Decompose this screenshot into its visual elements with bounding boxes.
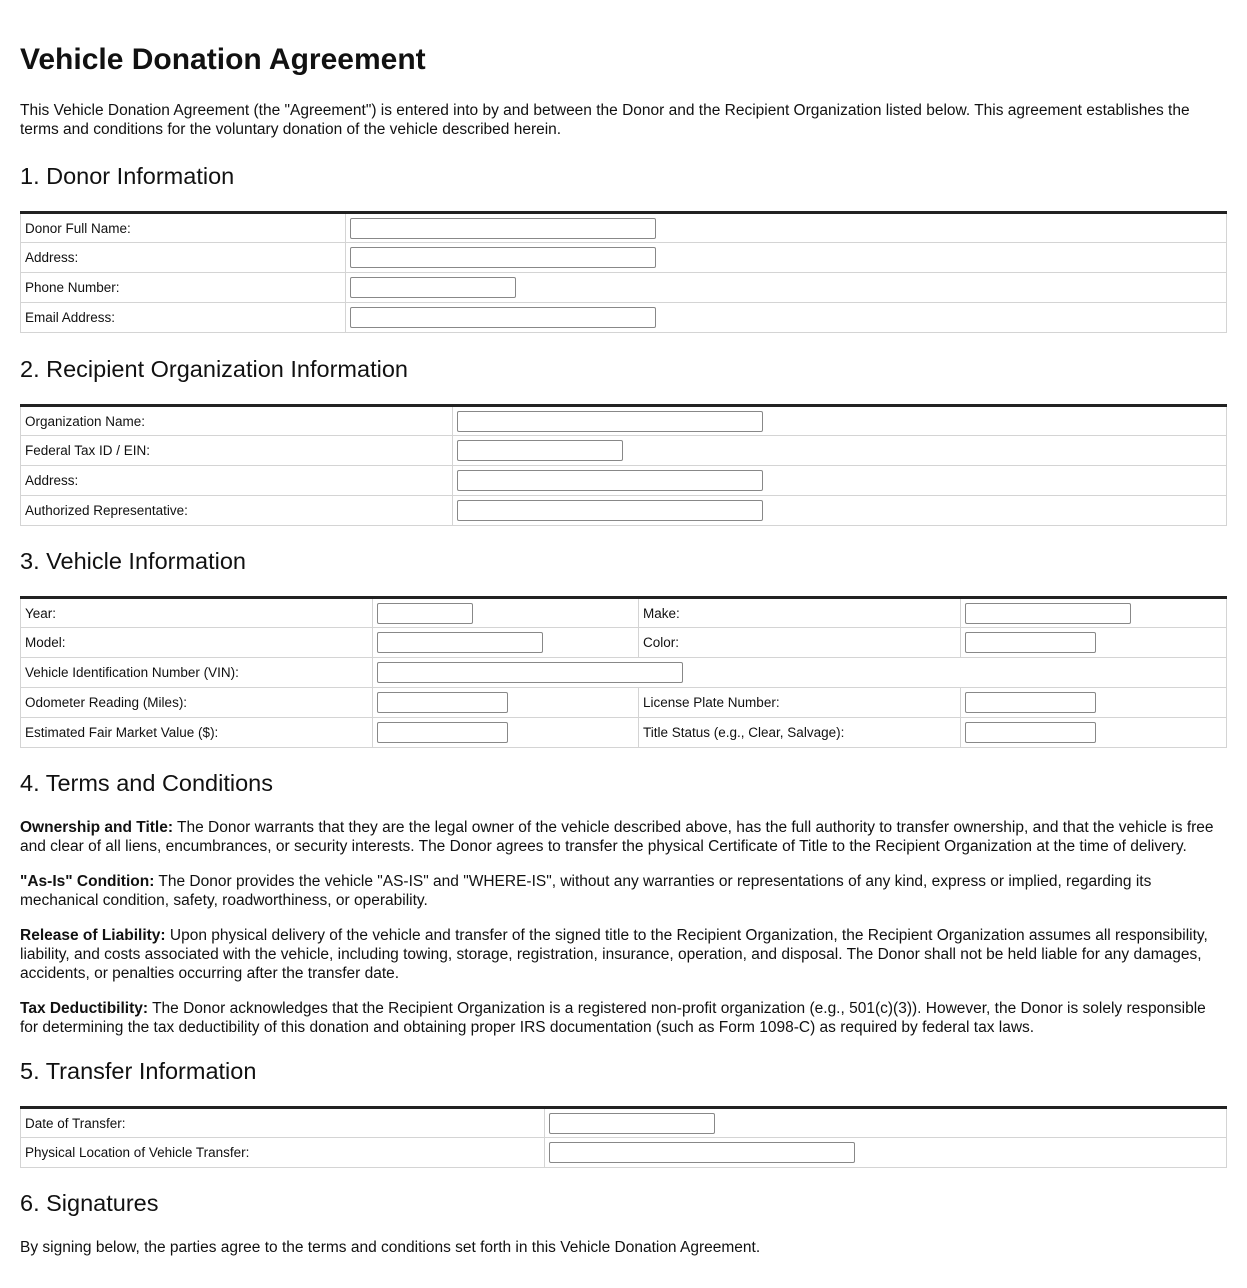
table-row: [21, 718, 1227, 748]
donor-table: [20, 211, 1227, 333]
representative-input[interactable]: [457, 500, 763, 521]
donor-email-input[interactable]: [350, 307, 656, 328]
vehicle-section-heading: 3. Vehicle Information: [20, 548, 246, 574]
donor-address-label: Address:: [21, 243, 346, 273]
table-row: [21, 1108, 1227, 1138]
table-row: [21, 628, 1227, 658]
model-label: Model:: [21, 628, 373, 658]
table-row: [21, 303, 1227, 333]
donor-name-input[interactable]: [350, 218, 656, 239]
year-input[interactable]: [377, 603, 473, 624]
table-row: [21, 496, 1227, 526]
color-input[interactable]: [965, 632, 1096, 653]
term-text: Upon physical delivery of the vehicle and transfer of the signed title to the Recipient Organization, the Recipient Organization assumes all responsibility, liability, and costs associated with the vehicle, including towing, storage, registration, insurance, operation, and disposal. The Donor shall not be held liable for any damages, accidents, or penalties occurring after the transfer date.: [20, 927, 1208, 982]
vehicle-table: [20, 596, 1227, 748]
org-name-input[interactable]: [457, 411, 763, 432]
table-row: [21, 436, 1227, 466]
term-label: Ownership and Title:: [20, 819, 174, 836]
donor-name-label: Donor Full Name:: [21, 213, 346, 243]
odometer-input[interactable]: [377, 692, 508, 713]
title-status-label: Title Status (e.g., Clear, Salvage):: [639, 718, 961, 748]
year-label: Year:: [21, 598, 373, 628]
org-name-label: Organization Name:: [21, 406, 453, 436]
table-row: [21, 466, 1227, 496]
transfer-section-heading: 5. Transfer Information: [20, 1058, 257, 1084]
org-address-input[interactable]: [457, 470, 763, 491]
term-text: The Donor warrants that they are the legal owner of the vehicle described above, has the full authority to transfer ownership, and that the vehicle is free and clear of all liens, encumbrances, or security interests. The Donor agrees to transfer the physical Certificate of Title to the Recipient Organization at the time of delivery.: [20, 819, 1214, 855]
intro-paragraph: This Vehicle Donation Agreement (the "Agreement") is entered into by and between the Donor and the Recipient Organization listed below. This agreement establishes the terms and conditions for the voluntary donation of the vehicle described herein.: [20, 102, 1190, 138]
term-as-is: [20, 872, 1227, 910]
value-label: Estimated Fair Market Value ($):: [21, 718, 373, 748]
vin-input[interactable]: [377, 662, 683, 683]
donor-phone-label: Phone Number:: [21, 273, 346, 303]
transfer-date-label: Date of Transfer:: [21, 1108, 545, 1138]
color-label: Color:: [639, 628, 961, 658]
table-row: [21, 273, 1227, 303]
term-text: The Donor acknowledges that the Recipient Organization is a registered non-profit organization (e.g., 501(c)(3)). However, the Donor is solely responsible for determining the tax deductibility of this donation and obtaining proper IRS documentation (such as Form 1098-C) as required by federal tax laws.: [20, 1000, 1206, 1036]
terms-body: [20, 818, 1227, 1037]
term-liability: [20, 926, 1227, 983]
vin-label: Vehicle Identification Number (VIN):: [21, 658, 373, 688]
representative-label: Authorized Representative:: [21, 496, 453, 526]
table-row: [21, 658, 1227, 688]
table-row: [21, 688, 1227, 718]
plate-label: License Plate Number:: [639, 688, 961, 718]
table-row: [21, 213, 1227, 243]
org-address-label: Address:: [21, 466, 453, 496]
transfer-location-input[interactable]: [549, 1142, 855, 1163]
term-label: "As-Is" Condition:: [20, 873, 155, 890]
term-label: Tax Deductibility:: [20, 1000, 149, 1017]
term-text: The Donor provides the vehicle "AS-IS" and "WHERE-IS", without any warranties or representations of any kind, express or implied, regarding its mechanical condition, safety, roadworthiness, or operability.: [20, 873, 1152, 909]
recipient-table: [20, 404, 1227, 526]
term-tax: [20, 999, 1227, 1037]
term-label: Release of Liability:: [20, 927, 166, 944]
transfer-table: [20, 1106, 1227, 1168]
title-status-input[interactable]: [965, 722, 1096, 743]
odometer-label: Odometer Reading (Miles):: [21, 688, 373, 718]
recipient-section-heading: 2. Recipient Organization Information: [20, 356, 408, 382]
donor-address-input[interactable]: [350, 247, 656, 268]
term-ownership: [20, 818, 1227, 856]
model-input[interactable]: [377, 632, 543, 653]
page-title: Vehicle Donation Agreement: [20, 43, 426, 76]
make-input[interactable]: [965, 603, 1131, 624]
donor-email-label: Email Address:: [21, 303, 346, 333]
table-row: [21, 598, 1227, 628]
signatures-text: By signing below, the parties agree to the terms and conditions set forth in this Vehicle Donation Agreement.: [20, 1239, 761, 1256]
make-label: Make:: [639, 598, 961, 628]
donor-phone-input[interactable]: [350, 277, 516, 298]
plate-input[interactable]: [965, 692, 1096, 713]
transfer-location-label: Physical Location of Vehicle Transfer:: [21, 1138, 545, 1168]
signatures-section-heading: 6. Signatures: [20, 1190, 159, 1216]
table-row: [21, 1138, 1227, 1168]
table-row: [21, 406, 1227, 436]
value-input[interactable]: [377, 722, 508, 743]
transfer-date-input[interactable]: [549, 1113, 715, 1134]
ein-input[interactable]: [457, 440, 623, 461]
terms-section-heading: 4. Terms and Conditions: [20, 770, 273, 796]
donor-section-heading: 1. Donor Information: [20, 163, 235, 189]
ein-label: Federal Tax ID / EIN:: [21, 436, 453, 466]
table-row: [21, 243, 1227, 273]
